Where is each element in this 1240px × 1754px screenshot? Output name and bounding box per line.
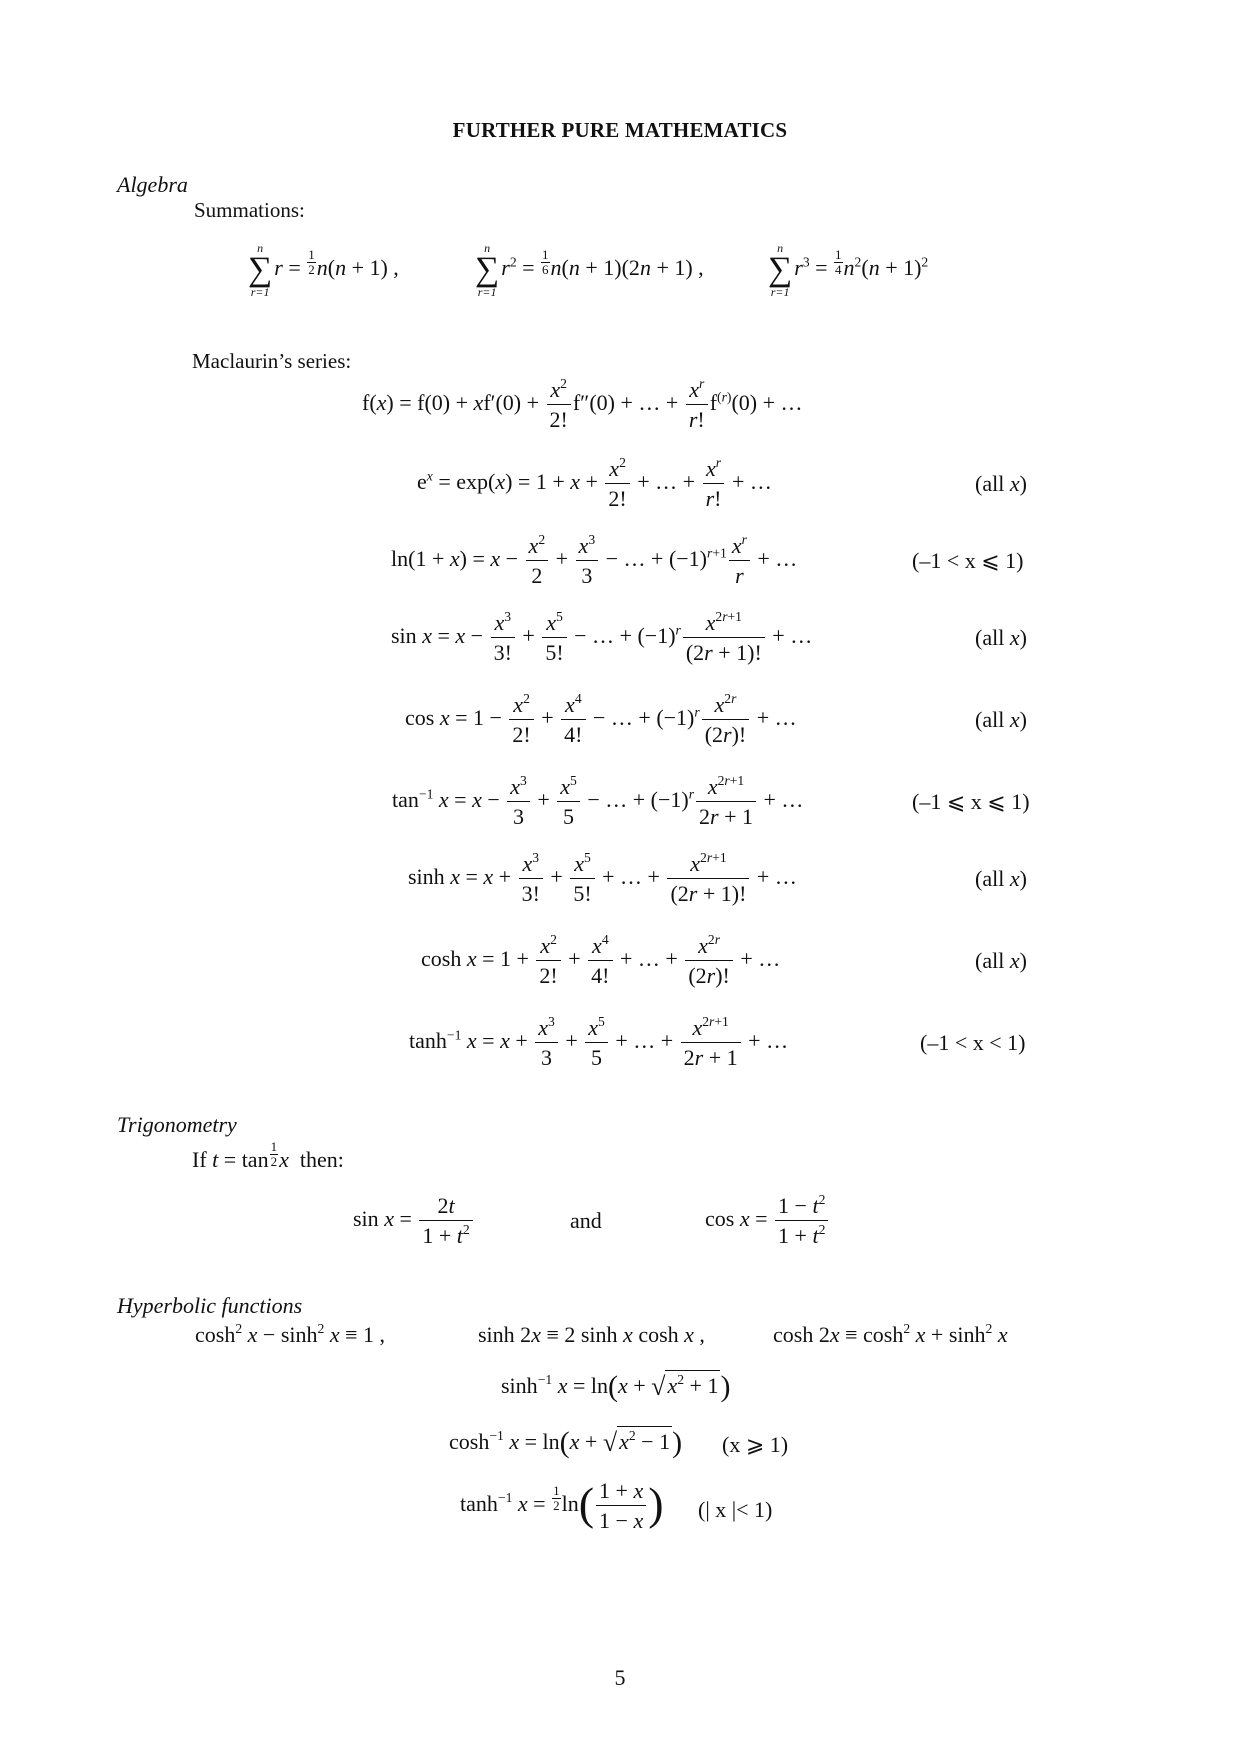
condition-cosh: (all x) (975, 948, 1027, 973)
and-word: and (570, 1208, 602, 1233)
condition-artanh: (–1 < x < 1) (920, 1030, 1026, 1055)
summations-label: Summations: (194, 198, 305, 222)
cos-t-formula: cos x = $\frac{1 - t^2}{1 + t^2}$ (705, 1194, 830, 1248)
section-heading-hyperbolic: Hyperbolic functions (117, 1293, 303, 1318)
artanh-log-formula: $\tanh^{-1} x$ = $\frac{1}{2}$ ln( $\frac{1 + x}{1 - x}$ ) (460, 1477, 664, 1533)
condition-ln: (–1 < x ⩽ 1) (912, 548, 1024, 573)
sigma-symbol: n ∑ r=1 (768, 241, 793, 300)
sum-r-formula: n ∑ r=1 r = $\frac{1}{2}$ n(n + 1) , (248, 241, 399, 300)
page-title: FURTHER PURE MATHEMATICS (452, 118, 788, 142)
section-heading-trigonometry: Trigonometry (117, 1112, 237, 1137)
sin-series: sin x = x − $\frac{x^3}{3!}$ + $\frac{x^5}{5!}$ − … + $(-1)^r$ $\frac{x^{2r+1}}{(2r + 1)!}$ + … (391, 609, 813, 666)
section-heading-algebra: Algebra (117, 172, 188, 197)
condition-cos: (all x) (975, 707, 1027, 732)
condition-sin: (all x) (975, 625, 1027, 650)
ln-series: ln(1 + x) = x − $\frac{x^2}{2}$ + $\frac{x^3}{3}$ − … + $(-1)^{r+1}$ $\frac{x^r}{r}$ + … (391, 532, 798, 589)
sigma-symbol: n ∑ r=1 (475, 241, 500, 300)
cosh-series: cosh x = 1 + $\frac{x^2}{2!}$ + $\frac{x^4}{4!}$ + … + $\frac{x^{2r}}{(2r)!}$ + … (421, 932, 781, 989)
maclaurin-general-formula: f(x) = f(0) + xf′(0) + $\frac{x^2}{2!}$ f″(0) + … + $\frac{x^r}{r!}$ $f^{(r)}(0)$ + … (362, 376, 803, 433)
arcosh-formula: $\cosh^{-1} x = \ln(x + √x^2 - 1)$ (449, 1426, 683, 1459)
artanh-series: $\tanh^{-1} x = x$ + $\frac{x^3}{3}$ + $\frac{x^5}{5}$ + … + $\frac{x^{2r+1}}{2r + 1}$ + … (409, 1014, 789, 1071)
maclaurin-label: Maclaurin’s series: (192, 349, 352, 373)
hyperbolic-identity-2: sinh 2x ≡ 2 sinh x cosh x , (478, 1322, 705, 1347)
arctan-series: $\tan^{-1} x = x$ − $\frac{x^3}{3}$ + $\frac{x^5}{5}$ − … + $(-1)^r$ $\frac{x^{2r+1}}{2r + 1}$ + … (392, 773, 804, 830)
t-substitution: If t = tan $\frac{1}{2}$ x then: (192, 1139, 344, 1172)
hyperbolic-identity-3: $\cosh 2x \equiv \cosh^2 x + \sinh^2 x$ (773, 1321, 1008, 1347)
sinh-series: sinh x = x + $\frac{x^3}{3!}$ + $\frac{x^5}{5!}$ + … + $\frac{x^{2r+1}}{(2r + 1)!}$ + … (408, 850, 797, 907)
sigma-symbol: n ∑ r=1 (248, 241, 273, 300)
arsinh-formula: $\sinh^{-1} x = \ln(x + √x^2 + 1)$ (501, 1370, 731, 1403)
hyperbolic-identity-1: $\cosh^2 x - \sinh^2 x \equiv 1$ , (195, 1321, 385, 1347)
page-number: 5 (614, 1665, 626, 1690)
sum-r-squared-formula: n ∑ r=1 $r^2$ = $\frac{1}{6}$ n(n + 1)(2n + 1) , (475, 241, 704, 300)
condition-artanh-log: (| x |< 1) (698, 1497, 773, 1522)
exp-series: $e^x = \exp(x) = 1 + x$ + $\frac{x^2}{2!}$ + … + $\frac{x^r}{r!}$ + … (417, 455, 772, 512)
sin-t-formula: sin x = $\frac{2t}{1 + t^2}$ (353, 1194, 475, 1248)
condition-arcosh: (x ⩾ 1) (722, 1432, 789, 1457)
cos-series: cos x = 1 − $\frac{x^2}{2!}$ + $\frac{x^4}{4!}$ − … + $(-1)^r$ $\frac{x^{2r}}{(2r)!}$ + … (405, 691, 797, 748)
condition-arctan: (–1 ⩽ x ⩽ 1) (912, 789, 1030, 814)
condition-sinh: (all x) (975, 866, 1027, 891)
sum-r-cubed-formula: n ∑ r=1 $r^3$ = $\frac{1}{4}$ $n^2(n + 1)^2$ (768, 241, 929, 300)
condition-exp: (all x) (975, 471, 1027, 496)
